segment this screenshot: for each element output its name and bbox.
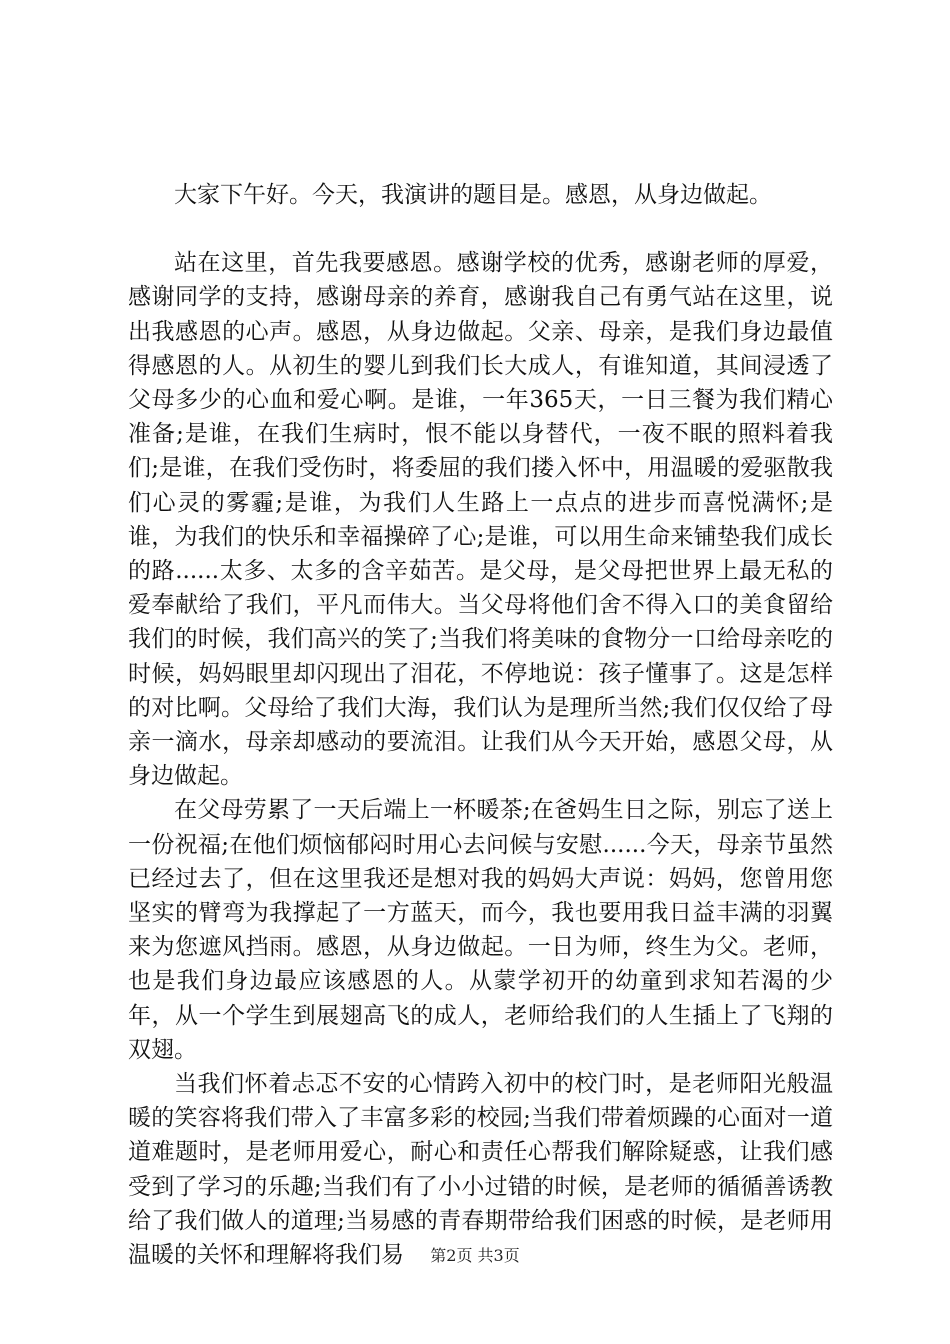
paragraph-school-memories: 当我们怀着忐忑不安的心情跨入初中的校门时，是老师阳光般温暖的笑容将我们带入了丰富多彩的校园;当我们带着烦躁的心面对一道道难题时，是老师用爱心，耐心和责任心帮我们解除疑惑，让我们感受到了学习的乐趣;当我们有了小小过错的时候，是老师的循循善诱教给了我们做人的道理;当易感的青春期带给我们困惑的时候，是老师用温暖的关怀和理解将我们易	[128, 1071, 833, 1269]
paragraph-gratitude-teachers: 在父母劳累了一天后端上一杯暖茶;在爸妈生日之际，别忘了送上一份祝福;在他们烦恼郁闷时用心去问候与安慰......今天，母亲节虽然已经过去了，但在这里我还是想对我的妈妈大声说：妈妈，您曾用您坚实的臂弯为我撑起了一方蓝天，而今，我也要用我日益丰满的羽翼来为您遮风挡雨。感恩，从身边做起。一日为师，终生为父。老师，也是我们身边最应该感恩的人。从蒙学初开的幼童到求知若渴的少年，从一个学生到展翅高飞的成人，老师给我们的人生插上了飞翔的双翅。	[128, 797, 833, 1063]
paragraph-greeting: 大家下午好。今天，我演讲的题目是。感恩，从身边做起。	[174, 182, 772, 208]
document-body	[128, 178, 833, 1272]
page-number-footer: 第2页 共3页	[430, 1246, 520, 1265]
paragraph-gratitude-parents: 站在这里，首先我要感恩。感谢学校的优秀，感谢老师的厚爱，感谢同学的支持，感谢母亲的养育，感谢我自己有勇气站在这里，说出我感恩的心声。感恩，从身边做起。父亲、母亲，是我们身边最值得感恩的人。从初生的婴儿到我们长大成人，有谁知道，其间浸透了父母多少的心血和爱心啊。是谁，一年365天，一日三餐为我们精心准备;是谁，在我们生病时，恨不能以身替代，一夜不眠的照料着我们;是谁，在我们受伤时，将委屈的我们搂入怀中，用温暖的爱驱散我们心灵的雾霾;是谁，为我们人生路上一点点的进步而喜悦满怀;是谁，为我们的快乐和幸福操碎了心;是谁，可以用生命来铺垫我们成长的路......太多、太多的含辛茹苦。是父母，是父母把世界上最无私的爱奉献给了我们，平凡而伟大。当父母将他们舍不得入口的美食留给我们的时候，我们高兴的笑了;当我们将美味的食物分一口给母亲吃的时候，妈妈眼里却闪现出了泪花，不停地说：孩子懂事了。这是怎样的对比啊。父母给了我们大海，我们认为是理所当然;我们仅仅给了母亲一滴水，母亲却感动的要流泪。让我们从今天开始，感恩父母，从身边做起。	[128, 250, 833, 790]
